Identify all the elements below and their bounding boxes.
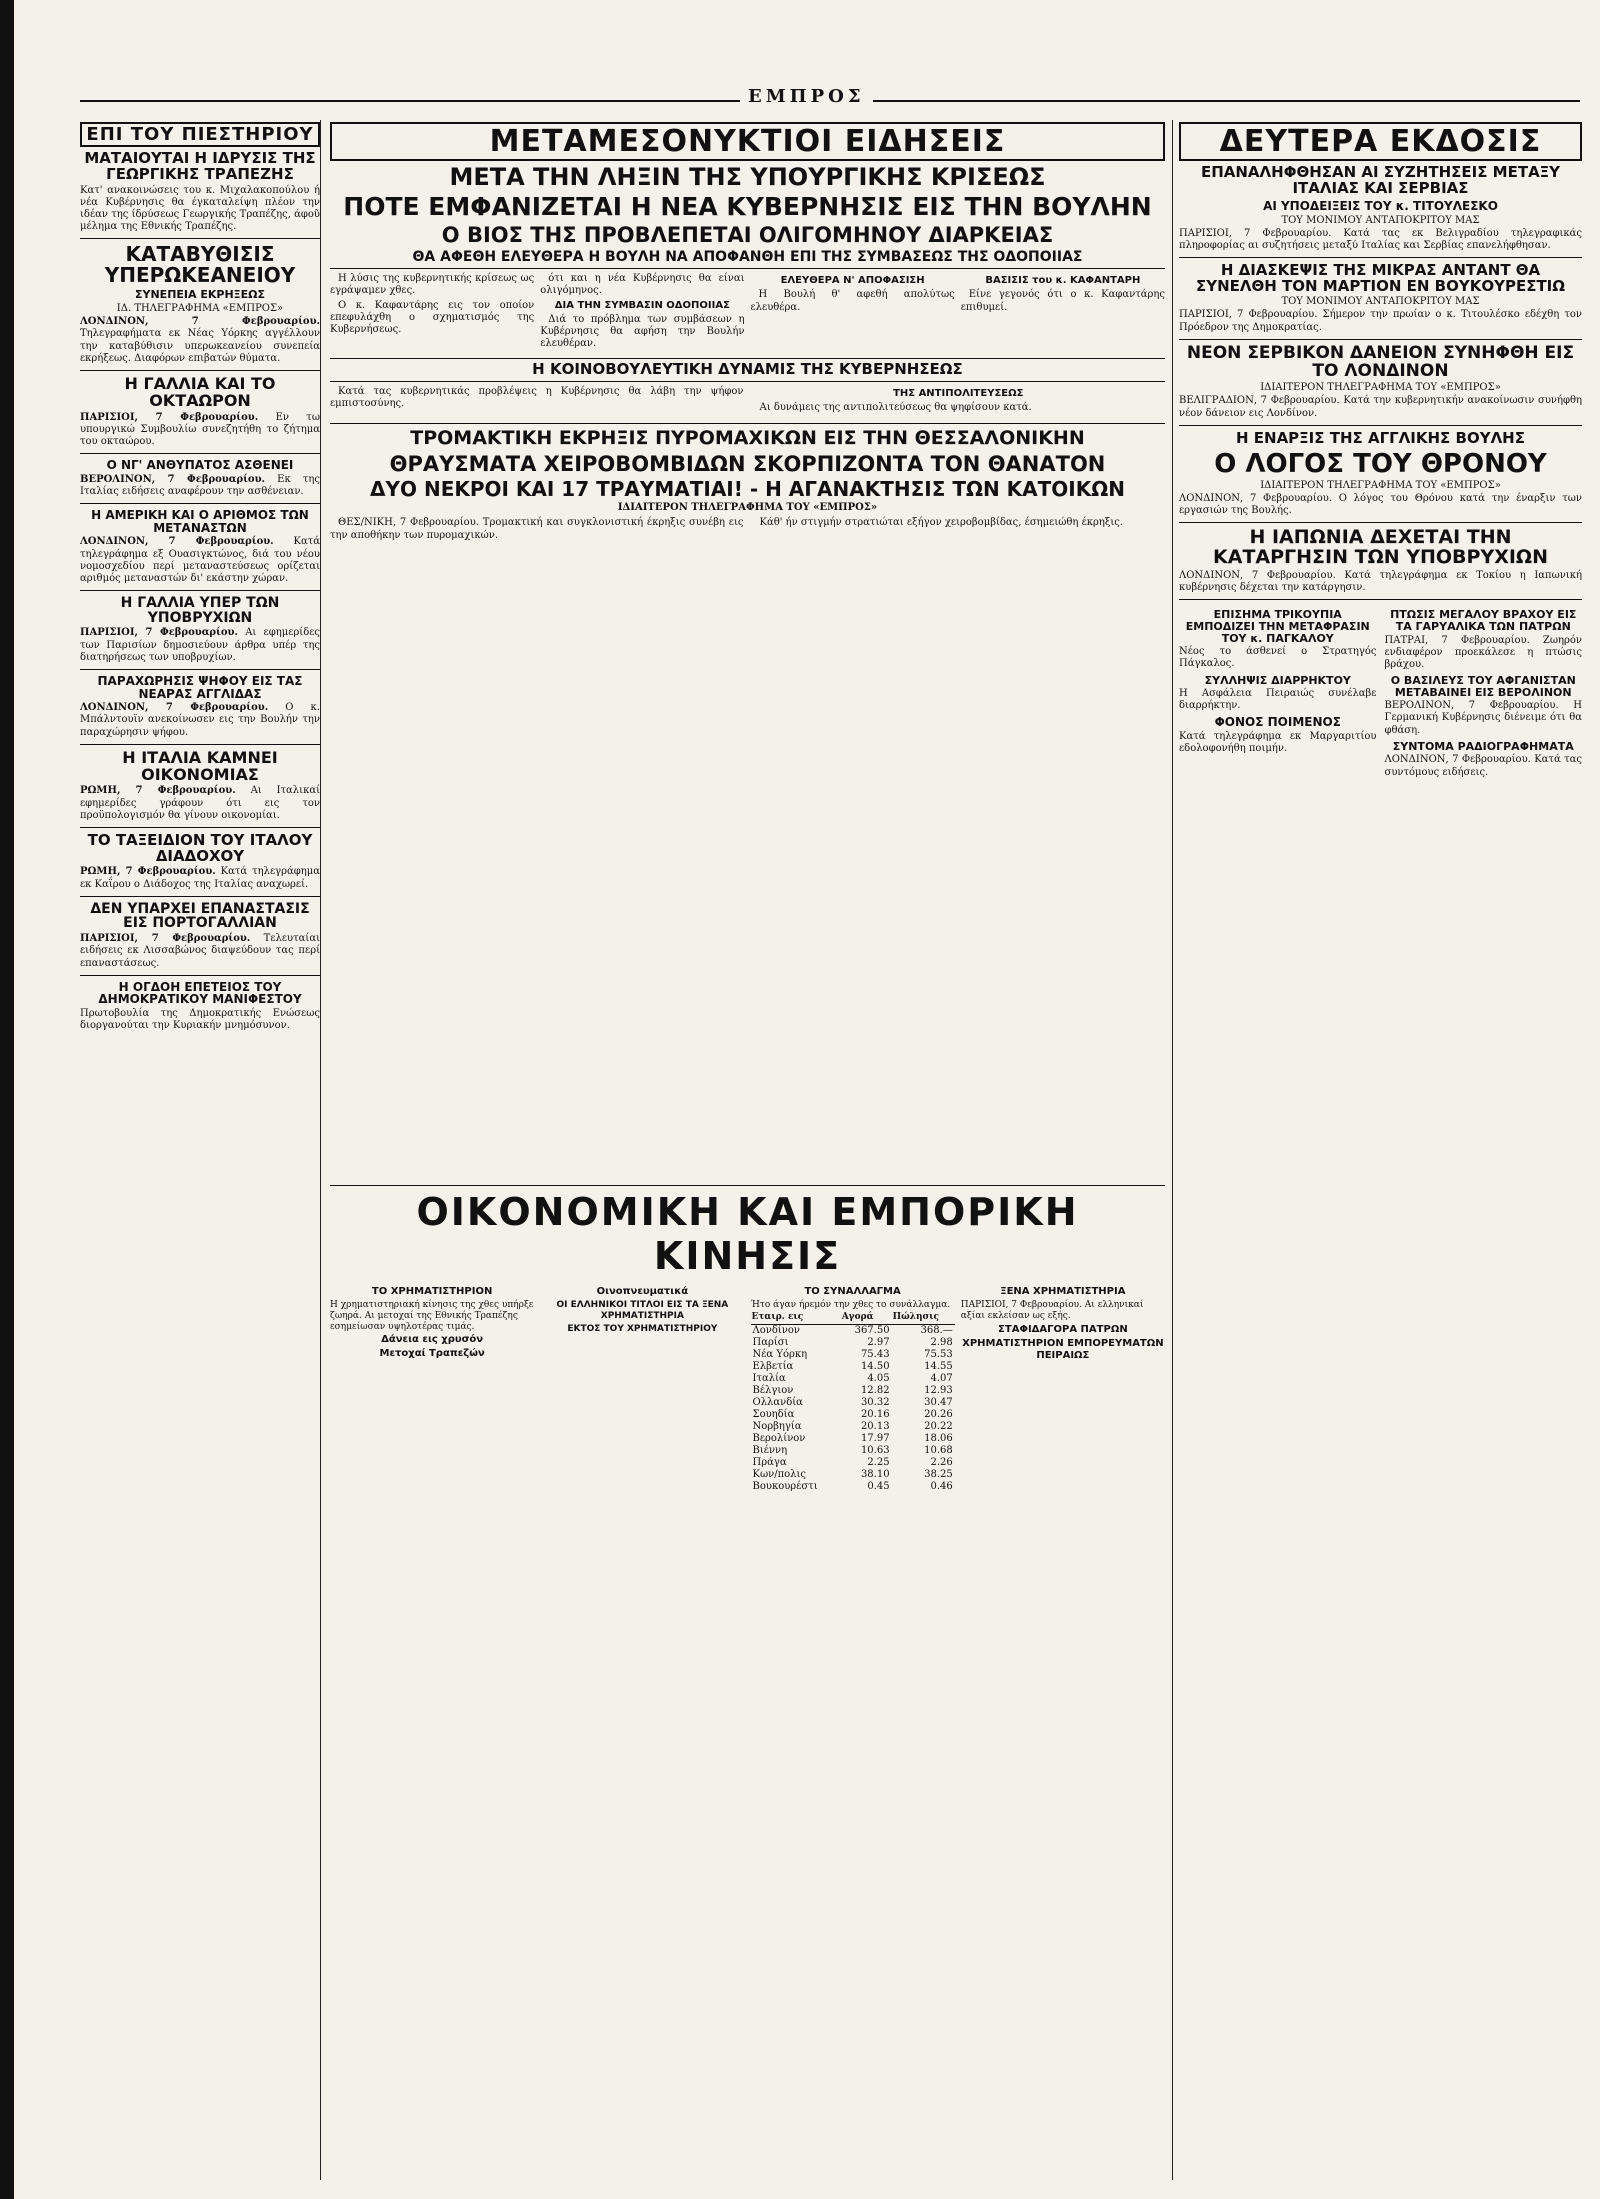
article-text <box>80 474 320 498</box>
article-text: ΒΕΛΙΓΡΑΔΙΟΝ, 7 Φεβρουαρίου. Κατά την κυβερνητικήν ανακοίνωσιν συνήφθη νέον δάνειον εις Λονδίνον. <box>1179 395 1582 419</box>
headline: ΣΥΛΛΗΨΙΣ ΔΙΑΡΡΗΚΤΟΥ <box>1204 673 1351 687</box>
divider <box>330 423 1165 424</box>
headline: ΜΕΤΑ ΤΗΝ ΛΗΞΙΝ ΤΗΣ ΥΠΟΥΡΓΙΚΗΣ ΚΡΙΣΕΩΣ <box>449 163 1046 191</box>
currency-cell: Ελβετία <box>752 1360 794 1372</box>
rate-cell: 30.47 <box>924 1396 953 1408</box>
article-text: Κατά τηλεγράφημα εκ Μαργαριτίου εδολοφονήθη ποιμήν. <box>1179 731 1377 755</box>
article-text: ΠΑΡΙΣΙΟΙ, 7 Φεβρουαρίου. Σήμερον την πρωίαν ο κ. Τιτουλέσκο εδέχθη τον Πρόεδρον της Δημοκρατίας. <box>1179 309 1582 333</box>
rate-cell: 2.97 <box>867 1336 890 1348</box>
rate-cell: 18.06 <box>924 1432 953 1444</box>
rate-cell: 368.— <box>920 1324 953 1336</box>
headline: ΕΠΙΣΗΜΑ ΤΡΙΚΟΥΠΙΑ ΕΜΠΟΔΙΖΕΙ ΤΗΝ ΜΕΤΑΦΡΑΣΙΝ ΤΟΥ κ. ΠΑΓΚΑΛΟΥ <box>1185 608 1370 645</box>
subheadline: Οινοπνευματικά <box>596 1286 689 1297</box>
table-row <box>751 1373 955 1385</box>
paragraph: Η Βουλή θ' αφεθή απολύτως ελευθέρα. <box>750 289 955 313</box>
headline: Η ΟΓΔΟΗ ΕΠΕΤΕΙΟΣ ΤΟΥ ΔΗΜΟΚΡΑΤΙΚΟΥ ΜΑΝΙΦΕΣΤΟΥ <box>98 979 302 1007</box>
headline: Η ΓΑΛΛΙΑ ΚΑΙ ΤΟ ΟΚΤΑΩΡΟΝ <box>124 374 276 410</box>
rate-cell: 20.13 <box>860 1420 890 1432</box>
subheadline: ΟΙ ΕΛΛΗΝΙΚΟΙ ΤΙΤΛΟΙ ΕΙΣ ΤΑ ΞΕΝΑ ΧΡΗΜΑΤΙΣΤΗΡΙΑ <box>556 1300 729 1321</box>
place-date: ΒΕΡΟΛΙΝΟΝ, 7 Φεβρουαρίου. <box>80 473 266 485</box>
rate-cell: 2.26 <box>930 1456 953 1468</box>
article-text <box>80 785 320 822</box>
paragraph: ότι και η νέα Κυβέρνησις θα είναι ολιγόμηνος. <box>540 273 745 297</box>
table-header: Πώλησις <box>892 1311 955 1324</box>
dateline: ΙΔ. ΤΗΛΕΓΡΑΦΗΜΑ «ΕΜΠΡΟΣ» <box>116 303 284 315</box>
paragraph: Ο κ. Καφαντάρης εις τον οποίον επεφυλάχθη ο σχηματισμός της Κυβερνήσεως. <box>330 299 535 335</box>
article-text <box>80 702 320 739</box>
headline: ΜΑΤΑΙΟΥΤΑΙ Η ΙΔΡΥΣΙΣ ΤΗΣ ΓΕΩΡΓΙΚΗΣ ΤΡΑΠΕΖΗΣ <box>84 149 316 183</box>
market-column <box>330 1284 534 1493</box>
currency-cell: Βουκουρέστι <box>752 1480 818 1492</box>
article-text <box>80 933 320 970</box>
headline: ΠΟΤΕ ΕΜΦΑΝΙΖΕΤΑΙ Η ΝΕΑ ΚΥΒΕΡΝΗΣΙΣ ΕΙΣ ΤΗΝ ΒΟΥΛΗΝ <box>343 192 1152 222</box>
article-text: ΛΟΝΔΙΝΟΝ, 7 Φεβρουαρίου. Ο λόγος του Θρόνου κατά την έναρξιν των εργασιών της Βουλής. <box>1179 492 1582 517</box>
paragraph: Η λύσις της κυβερνητικής κρίσεως ως εγράψαμεν χθες. <box>330 273 535 297</box>
currency-cell: Βέλγιον <box>752 1384 794 1396</box>
subheadline: ΤΟ ΧΡΗΜΑΤΙΣΤΗΡΙΟΝ <box>371 1286 493 1297</box>
subheadline: ΤΗΣ ΑΝΤΙΠΟΛΙΤΕΥΣΕΩΣ <box>893 388 1024 400</box>
headline: ΔΕΝ ΥΠΑΡΧΕΙ ΕΠΑΝΑΣΤΑΣΙΣ ΕΙΣ ΠΟΡΤΟΓΑΛΛΙΑΝ <box>90 900 310 932</box>
rate-cell: 2.98 <box>930 1336 953 1348</box>
article-columns <box>330 384 1165 418</box>
headline: ΦΟΝΟΣ ΠΟΙΜΕΝΟΣ <box>1214 715 1341 730</box>
subheadline: ΕΛΕΥΘΕΡΑ Ν' ΑΠΟΦΑΣΙΣΗ <box>780 275 925 287</box>
market-column <box>540 1284 744 1493</box>
paragraph: Η χρηματιστηριακή κίνησις της χθες υπήρξε ζωηρά. Αι μετοχαί της Εθνικής Τραπέζης εσημείωσαν υψηλοτέρας τιμάς. <box>330 1300 534 1332</box>
rate-cell: 4.07 <box>930 1372 953 1384</box>
article-text <box>80 536 320 585</box>
divider <box>80 975 320 976</box>
table-row <box>751 1361 955 1373</box>
center-banner: ΜΕΤΑΜΕΣΟΝΥΚΤΙΟΙ ΕΙΔΗΣΕΙΣ <box>330 122 1165 161</box>
headline: ΣΥΝΤΟΜΑ ΡΑΔΙΟΓΡΑΦΗΜΑΤΑ <box>1392 739 1574 753</box>
table-row <box>751 1409 955 1421</box>
divider <box>80 744 320 745</box>
currency-cell: Νορβηγία <box>752 1420 802 1432</box>
currency-cell: Ολλανδία <box>752 1396 803 1408</box>
divider <box>80 503 320 504</box>
currency-cell: Βιέννη <box>752 1444 788 1456</box>
place-date: ΛΟΝΔΙΝΟΝ, 7 Φεβρουαρίου. <box>80 536 274 548</box>
paragraph: Ήτο άγαν ήρεμόν την χθες το συνάλλαγμα. <box>750 1300 951 1310</box>
table-header: Αγορά <box>841 1311 892 1324</box>
center-column <box>330 120 1165 1180</box>
divider <box>1179 522 1582 523</box>
rate-cell: 38.25 <box>924 1468 953 1480</box>
divider <box>1179 599 1582 600</box>
rate-cell: 12.93 <box>924 1384 953 1396</box>
headline: Η ΙΑΠΩΝΙΑ ΔΕΧΕΤΑΙ ΤΗΝ ΚΑΤΑΡΓΗΣΙΝ ΤΩΝ ΥΠΟΒΡΥΧΙΩΝ <box>1213 526 1548 569</box>
article-body: Τηλεγραφήματα εκ Νέας Υόρκης αγγέλλουν την καταβύθισιν υπερωκεανείου συνεπεία εκρήξεως. Διαφόρων επιβατών θύματα. <box>80 328 320 364</box>
rate-cell: 17.97 <box>860 1432 890 1444</box>
market-title: ΟΙΚΟΝΟΜΙΚΗ ΚΑΙ ΕΜΠΟΡΙΚΗ ΚΙΝΗΣΙΣ <box>416 1190 1079 1278</box>
rate-cell: 4.05 <box>867 1372 890 1384</box>
headline: ΘΡΑΥΣΜΑΤΑ ΧΕΙΡΟΒΟΜΒΙΔΩΝ ΣΚΟΡΠΙΖΟΝΤΑ ΤΟΝ ΘΑΝΑΤΟΝ <box>389 452 1106 477</box>
dateline: ΙΔΙΑΙΤΕΡΟΝ ΤΗΛΕΓΡΑΦΗΜΑ ΤΟΥ «ΕΜΠΡΟΣ» <box>1260 382 1501 394</box>
headline: Ο ΒΑΣΙΛΕΥΣ ΤΟΥ ΑΦΓΑΝΙΣΤΑΝ ΜΕΤΑΒΑΙΝΕΙ ΕΙΣ ΒΕΡΟΛΙΝΟΝ <box>1390 674 1576 699</box>
article-columns <box>330 515 1165 545</box>
divider <box>80 827 320 828</box>
table-row <box>751 1457 955 1469</box>
article-body: Κατά τηλεγράφημα εξ Ουασιγκτώνος, διά του νέου νομοσχεδίου περί μεταναστεύσεως ορίζεται αριθμός μεταναστών δι' εκάστην χώραν. <box>80 536 320 584</box>
rate-cell: 367.50 <box>854 1324 890 1336</box>
table-row <box>751 1349 955 1361</box>
article-text: ΠΑΡΙΣΙΟΙ, 7 Φεβρουαρίου. Κατά τας εκ Βελιγραδίου τηλεγραφικάς πληροφορίας αι συζητήσεις μεταξύ Ιταλίας και Σερβίας επανελήφθησαν. <box>1179 227 1582 251</box>
paragraph: Κάθ' ήν στιγμήν στρατιώται εξήγον χειροβομβίδας, έσημειώθη έκρηξις. <box>759 517 1124 529</box>
table-row <box>751 1337 955 1349</box>
headline: Η ΑΜΕΡΙΚΗ ΚΑΙ Ο ΑΡΙΘΜΟΣ ΤΩΝ ΜΕΤΑΝΑΣΤΩΝ <box>91 508 309 535</box>
article-text: ΒΕΡΟΛΙΝΟΝ, 7 Φεβρουαρίου. Η Γερμανική Κυβέρνησις διένειμε ότι θα φθάση. <box>1384 700 1582 736</box>
rate-cell: 10.68 <box>924 1444 953 1456</box>
article-column <box>1179 605 1377 780</box>
article-body: Ο κ. Μπάλντουϊν ανεκοίνωσεν εις την Βουλήν την παραχώρησιν ψήφου. <box>80 702 320 738</box>
article-column <box>330 273 534 352</box>
headline: Η ΕΝΑΡΞΙΣ ΤΗΣ ΑΓΓΛΙΚΗΣ ΒΟΥΛΗΣ <box>1236 428 1525 447</box>
currency-cell: Βερολίνον <box>752 1432 806 1444</box>
headline: ΚΑΤΑΒΥΘΙΣΙΣ ΥΠΕΡΩΚΕΑΝΕΙΟΥ <box>104 242 296 288</box>
rate-cell: 14.50 <box>860 1360 890 1372</box>
divider <box>1179 257 1582 258</box>
article-columns <box>1179 605 1582 780</box>
headline: Ο ΝΓ' ΑΝΘΥΠΑΤΟΣ ΑΣΘΕΝΕΙ <box>106 458 294 473</box>
article-body: Αι εφημερίδες των Παρισίων δημοσιεύουν άρθρα υπέρ της διατηρήσεως των υποβρυχίων. <box>80 627 320 663</box>
currency-cell: Νέα Υόρκη <box>752 1348 808 1360</box>
article-column <box>540 273 744 352</box>
table-header: Εταιρ. εις <box>751 1311 841 1324</box>
article-column <box>1385 605 1583 780</box>
headline: ΠΑΡΑΧΩΡΗΣΙΣ ΨΗΦΟΥ ΕΙΣ ΤΑΣ ΝΕΑΡΑΣ ΑΓΓΛΙΔΑΣ <box>97 674 303 701</box>
article-column <box>330 517 744 543</box>
place-date: ΡΩΜΗ, 7 Φεβρουαρίου. <box>80 866 216 878</box>
article-text: ΠΑΤΡΑΙ, 7 Φεβρουαρίου. Ζωηρόν ενδιαφέρον προεκάλεσε η πτώσις βράχου. <box>1384 634 1582 670</box>
dateline: ΙΔΙΑΙΤΕΡΟΝ ΤΗΛΕΓΡΑΦΗΜΑ ΤΟΥ «ΕΜΠΡΟΣ» <box>617 502 878 514</box>
headline: Η ΚΟΙΝΟΒΟΥΛΕΥΤΙΚΗ ΔΥΝΑΜΙΣ ΤΗΣ ΚΥΒΕΡΝΗΣΕΩΣ <box>330 358 1165 382</box>
right-banner: ΔΕΥΤΕΡΑ ΕΚΔΟΣΙΣ <box>1179 122 1582 161</box>
paragraph: Κατά τας κυβερνητικάς προβλέψεις η Κυβέρνησις θα λάβη την ψήφον εμπιστοσύνης. <box>330 386 744 410</box>
article-text: Νέος το άσθενεί ο Στρατηγός Πάγκαλος. <box>1179 646 1377 670</box>
rate-cell: 75.53 <box>924 1348 953 1360</box>
market-column <box>751 1284 955 1493</box>
article-body: Κατά τηλεγράφημα εκ Καΐρου ο Διάδοχος της Ιταλίας αναχωρεί. <box>80 866 320 890</box>
headline: ΘΑ ΑΦΕΘΗ ΕΛΕΥΘΕΡΑ Η ΒΟΥΛΗ ΝΑ ΑΠΟΦΑΝΘΗ ΕΠΙ ΤΗΣ ΣΥΜΒΑΣΕΩΣ ΤΗΣ ΟΔΟΠΟΙΙΑΣ <box>330 250 1165 269</box>
dateline: ΤΟΥ ΜΟΝΙΜΟΥ ΑΝΤΑΠΟΚΡΙΤΟΥ ΜΑΣ <box>1281 296 1480 308</box>
article-column <box>330 386 744 416</box>
headline: Η ΙΤΑΛΙΑ ΚΑΜΝΕΙ ΟΙΚΟΝΟΜΙΑΣ <box>122 747 278 784</box>
currency-cell: Πράγα <box>752 1456 787 1468</box>
currency-cell: Κων/πολις <box>752 1468 807 1480</box>
table-row <box>751 1397 955 1409</box>
headline: ΤΟ ΤΑΞΕΙΔΙΟΝ ΤΟΥ ΙΤΑΛΟΥ ΔΙΑΔΟΧΟΥ <box>87 830 313 865</box>
article-text <box>80 412 320 449</box>
article-body: Τελευταίαι ειδήσεις εκ Λισσαβώνος διαψεύδουν τας περί επαναστάσεως. <box>80 933 320 969</box>
article-text: ΛΟΝΔΙΝΟΝ, 7 Φεβρουαρίου. Κατά τηλεγράφημα εκ Τοκίου η Ιαπωνική κυβέρνησις δέχεται την κατάργησιν. <box>1179 570 1582 594</box>
headline: ΝΕΟΝ ΣΕΡΒΙΚΟΝ ΔΑΝΕΙΟΝ ΣΥΝΗΦΘΗ ΕΙΣ ΤΟ ΛΟΝΔΙΝΟΝ <box>1186 342 1575 381</box>
subheadline: ΣΥΝΕΠΕΙΑ ΕΚΡΗΞΕΩΣ <box>135 288 265 302</box>
rate-cell: 0.46 <box>930 1480 953 1492</box>
place-date: ΠΑΡΙΣΙΟΙ, 7 Φεβρουαρίου. <box>80 627 238 639</box>
table-row <box>751 1324 955 1337</box>
rate-cell: 20.26 <box>924 1408 953 1420</box>
subheadline: ΒΑΣΙΣΙΣ του κ. ΚΑΦΑΝΤΑΡΗ <box>985 275 1141 287</box>
subheadline: Μετοχαί Τραπεζών <box>379 1348 485 1360</box>
subheadline: ΑΙ ΥΠΟΔΕΙΞΕΙΣ ΤΟΥ κ. ΤΙΤΟΥΛΕΣΚΟ <box>1263 198 1498 213</box>
rate-cell: 2.25 <box>867 1456 890 1468</box>
paragraph: Αι δυνάμεις της αντιπολιτεύσεως θα ψηφίσουν κατά. <box>759 402 1032 414</box>
headline: Ο ΒΙΟΣ ΤΗΣ ΠΡΟΒΛΕΠΕΤΑΙ ΟΛΙΓΟΜΗΝΟΥ ΔΙΑΡΚΕΙΑΣ <box>441 223 1054 248</box>
masthead <box>80 86 1580 116</box>
headline: Η ΔΙΑΣΚΕΨΙΣ ΤΗΣ ΜΙΚΡΑΣ ΑΝΤΑΝΤ ΘΑ ΣΥΝΕΛΘΗ ΤΟΝ ΜΑΡΤΙΟΝ ΕΝ ΒΟΥΚΟΥΡΕΣΤΙΩ <box>1195 260 1566 295</box>
table-row <box>751 1481 955 1493</box>
right-column <box>1172 120 1582 2180</box>
divider <box>1179 339 1582 340</box>
article-column <box>752 386 1166 416</box>
scan-edge <box>0 0 14 2199</box>
rate-cell: 20.22 <box>924 1420 953 1432</box>
left-column <box>80 120 321 2180</box>
paragraph: ΠΑΡΙΣΙΟΙ, 7 Φεβρουαρίου. Αι ελληνικαί αξίαι εκλείσαν ως εξής. <box>960 1300 1144 1321</box>
article-text <box>80 316 320 365</box>
subheadline: ΞΕΝΑ ΧΡΗΜΑΤΙΣΤΗΡΙΑ <box>1000 1286 1126 1297</box>
headline: ΠΤΩΣΙΣ ΜΕΓΑΛΟΥ ΒΡΑΧΟΥ ΕΙΣ ΤΑ ΓΑΡΥΑΛΙΚΑ ΤΩΝ ΠΑΤΡΩΝ <box>1390 608 1577 634</box>
place-date: ΡΩΜΗ, 7 Φεβρουαρίου. <box>80 785 236 797</box>
article-column <box>751 273 955 352</box>
headline: ΔΥΟ ΝΕΚΡΟΙ ΚΑΙ 17 ΤΡΑΥΜΑΤΙΑΙ! - Η ΑΓΑΝΑΚΤΗΣΙΣ ΤΩΝ ΚΑΤΟΙΚΩΝ <box>370 477 1125 502</box>
divider <box>80 896 320 897</box>
divider <box>1179 425 1582 426</box>
table-row <box>751 1469 955 1481</box>
headline: ΤΡΟΜΑΚΤΙΚΗ ΕΚΡΗΞΙΣ ΠΥΡΟΜΑΧΙΚΩΝ ΕΙΣ ΤΗΝ ΘΕΣΣΑΛΟΝΙΚΗΝ <box>410 427 1085 450</box>
dateline: ΙΔΙΑΙΤΕΡΟΝ ΤΗΛΕΓΡΑΦΗΜΑ ΤΟΥ «ΕΜΠΡΟΣ» <box>1260 479 1501 491</box>
article-column <box>961 273 1165 352</box>
table-row <box>751 1421 955 1433</box>
currency-cell: Παρίσι <box>752 1336 789 1348</box>
table-row <box>751 1385 955 1397</box>
article-text: Κατ' ανακοινώσεις του κ. Μιχαλακοπούλου ή νέα Κυβέρνησις θα έγκαταλείψη πλέον την ιδέαν της ίδρύσεως Γεωργικής Τραπέζης, άφοῦ μέλημα της Εθνικής Τραπέζης. <box>80 184 320 233</box>
rate-cell: 10.63 <box>860 1444 890 1456</box>
article-columns <box>330 271 1165 354</box>
rate-cell: 14.55 <box>924 1360 953 1372</box>
subheadline: ΣΤΑΦΙΔΑΓΟΡΑ ΠΑΤΡΩΝ <box>998 1323 1128 1335</box>
headline: ΕΠΑΝΑΛΗΦΘΗΣΑΝ ΑΙ ΣΥΖΗΤΗΣΕΙΣ ΜΕΤΑΞΥ ΙΤΑΛΙΑΣ ΚΑΙ ΣΕΡΒΙΑΣ <box>1200 163 1561 197</box>
subheadline: Δάνεια εις χρυσόν <box>381 1334 484 1346</box>
paragraph: ΘΕΣ/ΝΙΚΗ, 7 Φεβρουαρίου. Τρομακτική και συγκλονιστική έκρηξις συνέβη εις την αποθήκην των πυρομαχικών. <box>330 517 744 541</box>
place-date: ΠΑΡΙΣΙΟΙ, 7 Φεβρουαρίου. <box>80 933 251 945</box>
rate-cell: 30.32 <box>860 1396 890 1408</box>
market-column <box>961 1284 1165 1493</box>
rate-cell: 12.82 <box>860 1384 890 1396</box>
market-section <box>330 1185 1165 2181</box>
rate-cell: 20.16 <box>860 1408 890 1420</box>
article-text <box>80 866 320 890</box>
dateline: ΤΟΥ ΜΟΝΙΜΟΥ ΑΝΤΑΠΟΚΡΙΤΟΥ ΜΑΣ <box>1281 214 1480 226</box>
place-date: ΛΟΝΔΙΝΟΝ, 7 Φεβρουαρίου. <box>80 316 320 328</box>
article-text: ΛΟΝΔΙΝΟΝ, 7 Φεβρουαρίου. Κατά τας συντόμους ειδήσεις. <box>1384 754 1582 778</box>
market-columns <box>330 1284 1165 1493</box>
headline: Ο ΛΟΓΟΣ ΤΟΥ ΘΡΟΝΟΥ <box>1214 448 1547 479</box>
table-row <box>751 1433 955 1445</box>
paragraph: Είνε γεγονός ότι ο κ. Καφαντάρης επιθυμεί. <box>960 289 1165 313</box>
article-text: Πρωτοβουλία της Δημοκρατικής Ενώσεως διοργανούται την Κυριακήν μνημόσυνον. <box>80 1007 320 1032</box>
headline: Η ΓΑΛΛΙΑ ΥΠΕΡ ΤΩΝ ΥΠΟΒΡΥΧΙΩΝ <box>120 595 280 626</box>
rate-cell: 0.45 <box>867 1480 890 1492</box>
divider <box>80 370 320 371</box>
article-body: Αι Ιταλικαί εφημερίδες γράφουν ότι εις τον προϋπολογισμόν θα γίνουν οικονομίαι. <box>80 785 320 821</box>
left-banner: ΕΠΙ ΤΟΥ ΠΙΕΣΤΗΡΙΟΥ <box>80 122 320 147</box>
subheadline: ΕΚΤΟΣ ΤΟΥ ΧΡΗΜΑΤΙΣΤΗΡΙΟΥ <box>567 1323 718 1334</box>
paragraph: Διά το πρόβλημα των συμβάσεων η Κυβέρνησις θα αφήση την Βουλήν ελευθέραν. <box>540 313 745 350</box>
place-date: ΠΑΡΙΣΙΟΙ, 7 Φεβρουαρίου. <box>80 411 259 423</box>
divider <box>80 238 320 239</box>
newspaper-name: ΕΜΠΡΟΣ <box>740 86 873 107</box>
currency-cell: Σουηδία <box>752 1408 795 1420</box>
subheadline: ΤΟ ΣΥΝΑΛΛΑΓΜΑ <box>804 1286 901 1297</box>
exchange-table <box>751 1311 955 1493</box>
divider <box>80 590 320 591</box>
article-body: Εκ της Ιταλίας ειδήσεις αναφέρουν την ασθένειαν. <box>80 473 320 497</box>
divider <box>80 669 320 670</box>
rate-cell: 38.10 <box>860 1468 890 1480</box>
currency-cell: Λονδίνον <box>752 1324 800 1336</box>
article-text: Η Ασφάλεια Πειραιώς συνέλαβε διαρρήκτην. <box>1179 688 1377 712</box>
rate-cell: 75.43 <box>860 1348 890 1360</box>
place-date: ΛΟΝΔΙΝΟΝ, 7 Φεβρουαρίου. <box>80 702 269 714</box>
divider <box>80 453 320 454</box>
article-column <box>752 517 1166 543</box>
subheadline: ΧΡΗΜΑΤΙΣΤΗΡΙΟΝ ΕΜΠΟΡΕΥΜΑΤΩΝ ΠΕΙΡΑΙΩΣ <box>962 1337 1164 1361</box>
subheadline: ΔΙΑ ΤΗΝ ΣΥΜΒΑΣΙΝ ΟΔΟΠΟΙΙΑΣ <box>554 299 730 311</box>
exchange-table-body <box>751 1324 955 1493</box>
article-body: Εν τω υπουργικώ Συμβουλίω συνεζητήθη το ζήτημα του οκταώρου. <box>80 411 320 447</box>
article-text <box>80 627 320 664</box>
currency-cell: Ιταλία <box>752 1372 786 1384</box>
table-row <box>751 1445 955 1457</box>
